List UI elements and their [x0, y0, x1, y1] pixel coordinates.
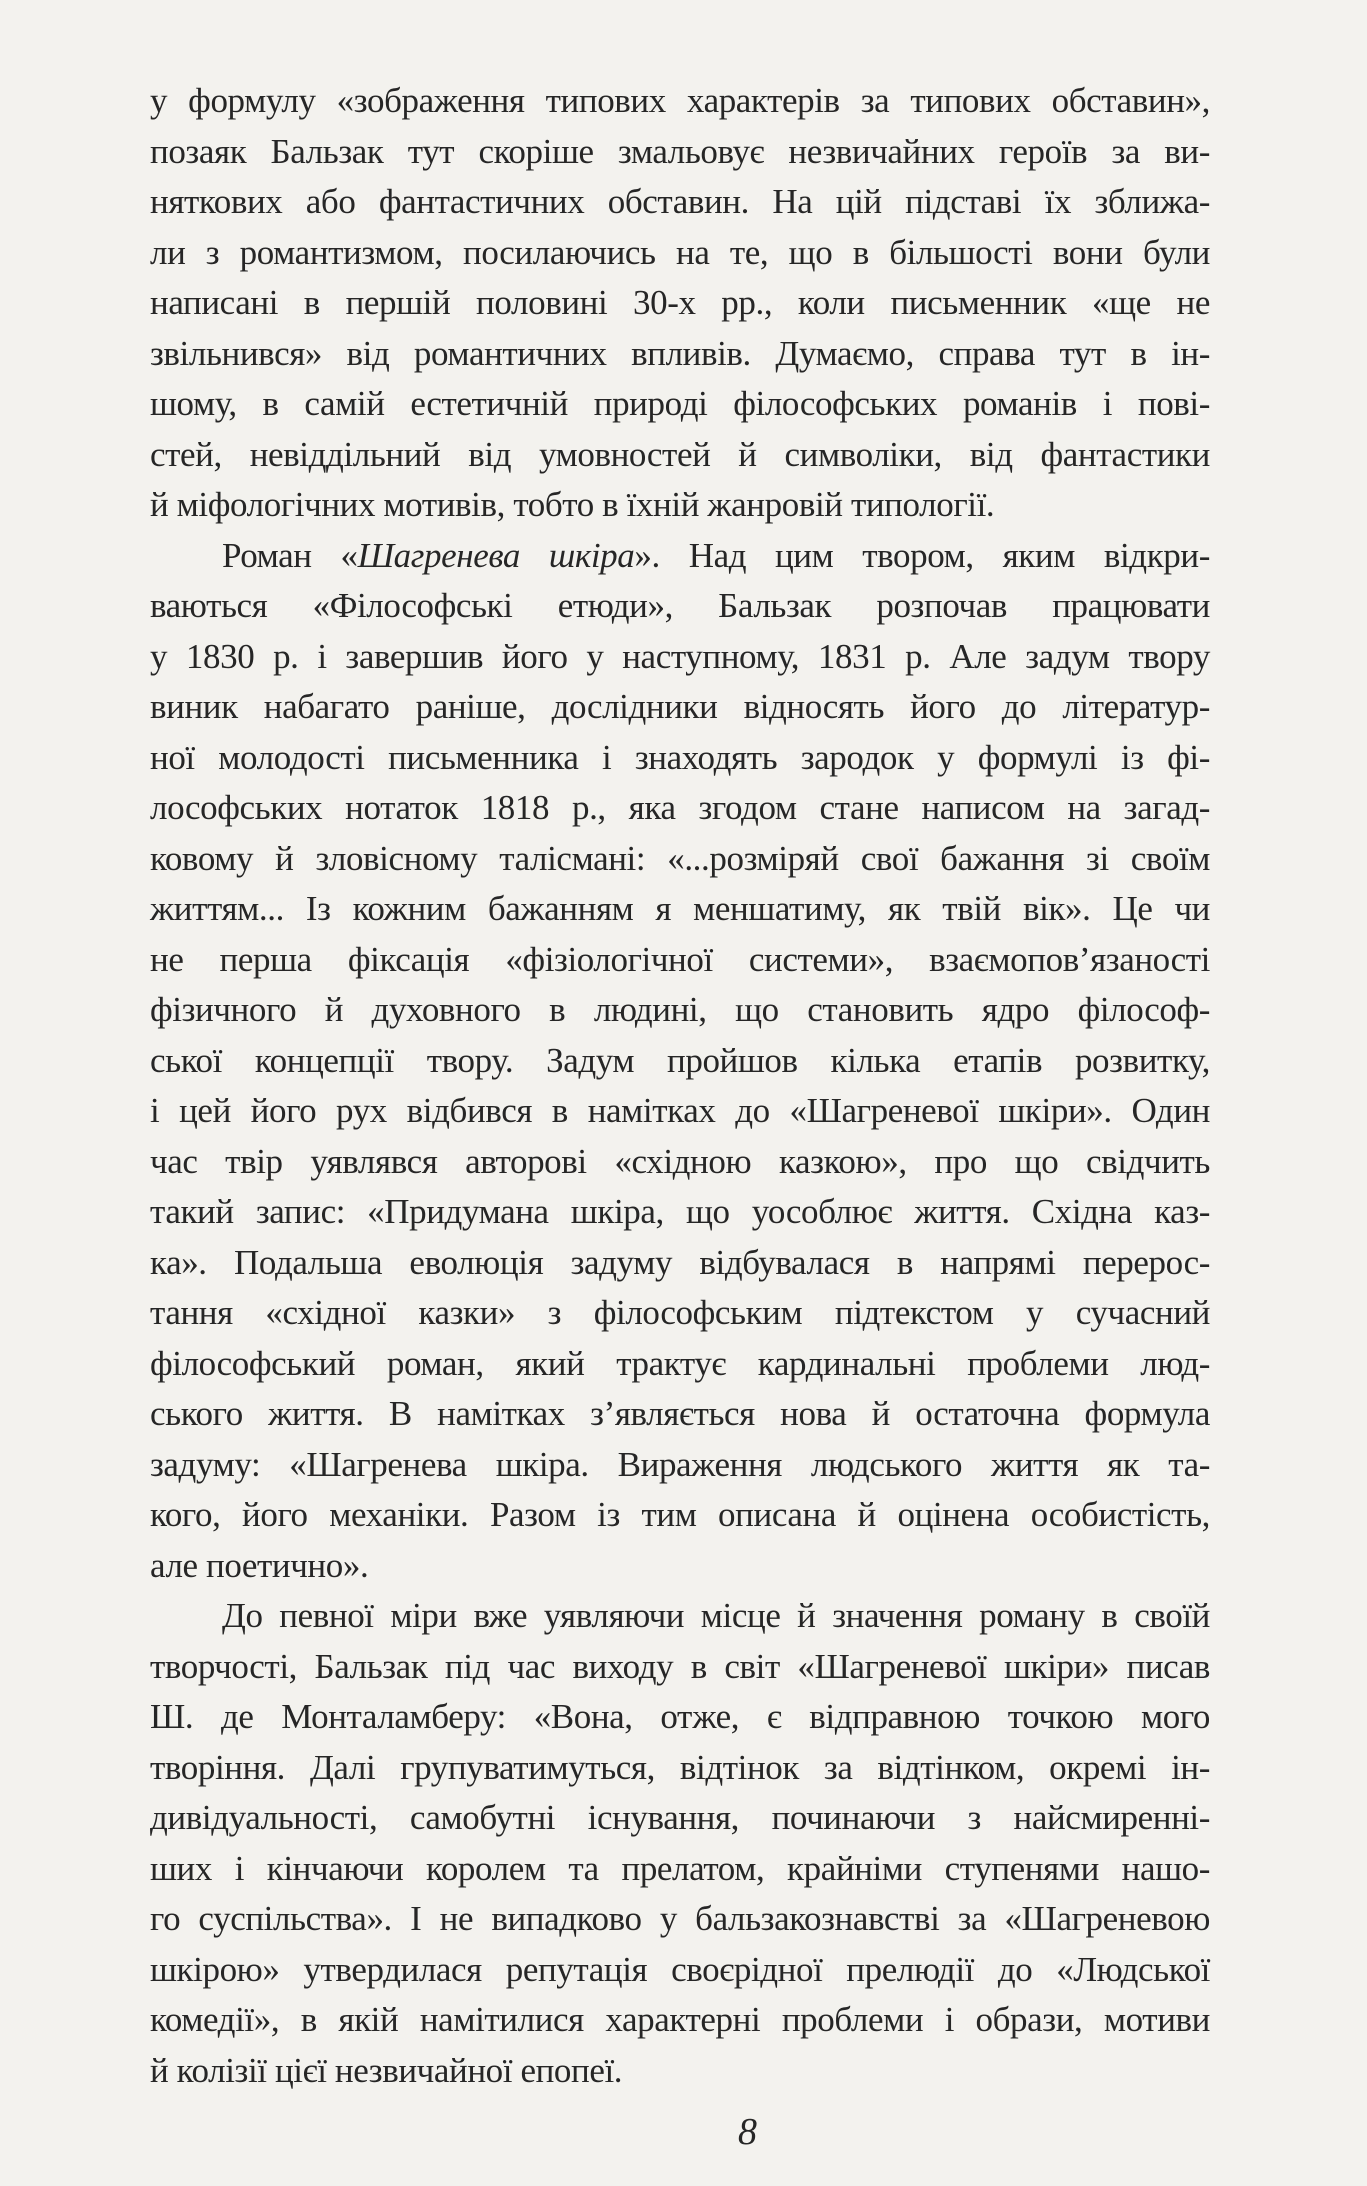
- paragraph-3: [150, 1591, 1210, 2096]
- text-line: дивідуальності, самобутні існування, починаючи з найсмиренні-: [150, 1798, 1210, 1837]
- text-line: звільнився» від романтичних впливів. Думаємо, справа тут в ін-: [150, 333, 1210, 373]
- text-line: задуму: «Шагренева шкіра. Вираження людського життя як та-: [150, 1444, 1210, 1484]
- text-line: не перша фіксація «фізіологічної системи», взаємопов’язаності: [150, 939, 1210, 979]
- text-line: у формулу «зображення типових характерів за типових обставин»,: [150, 81, 1210, 120]
- book-page-text: [150, 76, 1210, 2096]
- text-line: го суспільства». І не випадково у бальзакознавстві за «Шагреневою: [150, 1899, 1210, 1938]
- text-line: стей, невіддільний від умовностей й символіки, від фантастики: [150, 434, 1210, 474]
- text-line: тання «східної казки» з філософським підтекстом у сучасний: [150, 1293, 1210, 1332]
- text-line: шому, в самій естетичній природі філософських романів і пові-: [150, 384, 1210, 423]
- text-line: й колізії цієї незвичайної епопеї.: [150, 2050, 623, 2090]
- book-title-italic: Шагренева шкіра: [357, 535, 635, 575]
- text-line: ковому й зловісному талісмані: «...розміряй свої бажання зі своїм: [150, 838, 1210, 878]
- text-line: няткових або фантастичних обставин. На цій підставі їх зближа-: [150, 182, 1210, 221]
- text-line: життям... Із кожним бажанням я меншатиму, як твій вік». Це чи: [150, 889, 1210, 928]
- text-line: ського життя. В намітках з’являється нова й остаточна формула: [150, 1394, 1210, 1433]
- text-line: фізичного й духовного в людині, що становить ядро філософ-: [150, 990, 1210, 1029]
- text-line: ваються «Філософські етюди», Бальзак розпочав працювати: [150, 586, 1210, 625]
- page-number: 8: [738, 2111, 757, 2153]
- text-line: творіння. Далі групуватимуться, відтінок за відтінком, окремі ін-: [150, 1747, 1210, 1787]
- text-line: у 1830 р. і завершив його у наступному, 1831 р. Але задум твору: [150, 636, 1210, 676]
- text-run: ». Над цим твором, яким відкри-: [634, 535, 1210, 575]
- text-line: час твір уявлявся авторові «східною казкою», про що свідчить: [150, 1141, 1210, 1181]
- text-line: творчості, Бальзак під час виходу в світ «Шагреневої шкіри» писав: [150, 1646, 1210, 1686]
- text-line: написані в першій половині 30-х рр., коли письменник «ще не: [150, 283, 1210, 322]
- text-line-first: До певної міри вже уявляючи місце й значення роману в своїй: [222, 1596, 1210, 1635]
- text-line-first: [150, 531, 1210, 582]
- text-line: виник набагато раніше, дослідники відносять його до літератур-: [150, 687, 1210, 726]
- text-line: ка». Подальша еволюція задуму відбувалася в напрямі перерос-: [150, 1242, 1210, 1282]
- text-line: такий запис: «Придумана шкіра, що уособлює життя. Східна каз-: [150, 1192, 1210, 1231]
- text-line: комедії», в якій намітилися характерні проблеми і образи, мотиви: [150, 2000, 1210, 2039]
- paragraph-2: [150, 531, 1210, 1592]
- text-line: але поетично».: [150, 1545, 369, 1585]
- text-line: ної молодості письменника і знаходять зародок у формулі із фі-: [150, 737, 1210, 777]
- text-run: Роман «: [222, 535, 358, 575]
- text-line: ли з романтизмом, посилаючись на те, що в більшості вони були: [150, 232, 1210, 272]
- text-line: лософських нотаток 1818 р., яка згодом стане написом на загад-: [150, 788, 1210, 827]
- text-line: філософський роман, який трактує кардинальні проблеми люд-: [150, 1343, 1210, 1383]
- text-line: ської концепції твору. Задум пройшов кілька етапів розвитку,: [150, 1040, 1210, 1080]
- text-line: й міфологічних мотивів, тобто в їхній жанровій типології.: [150, 485, 995, 524]
- text-line: ших і кінчаючи королем та прелатом, крайніми ступенями нашо-: [150, 1848, 1210, 1888]
- text-line: Ш. де Монталамберу: «Вона, отже, є відправною точкою мого: [150, 1697, 1210, 1736]
- paragraph-1: [150, 76, 1210, 531]
- text-line: шкірою» утвердилася репутація своєрідної прелюдії до «Людської: [150, 1949, 1210, 1989]
- text-line: і цей його рух відбився в намітках до «Шагреневої шкіри». Один: [150, 1091, 1210, 1130]
- text-line: кого, його механіки. Разом із тим описана й оцінена особистість,: [150, 1495, 1210, 1534]
- text-line: позаяк Бальзак тут скоріше змальовує незвичайних героїв за ви-: [150, 131, 1210, 171]
